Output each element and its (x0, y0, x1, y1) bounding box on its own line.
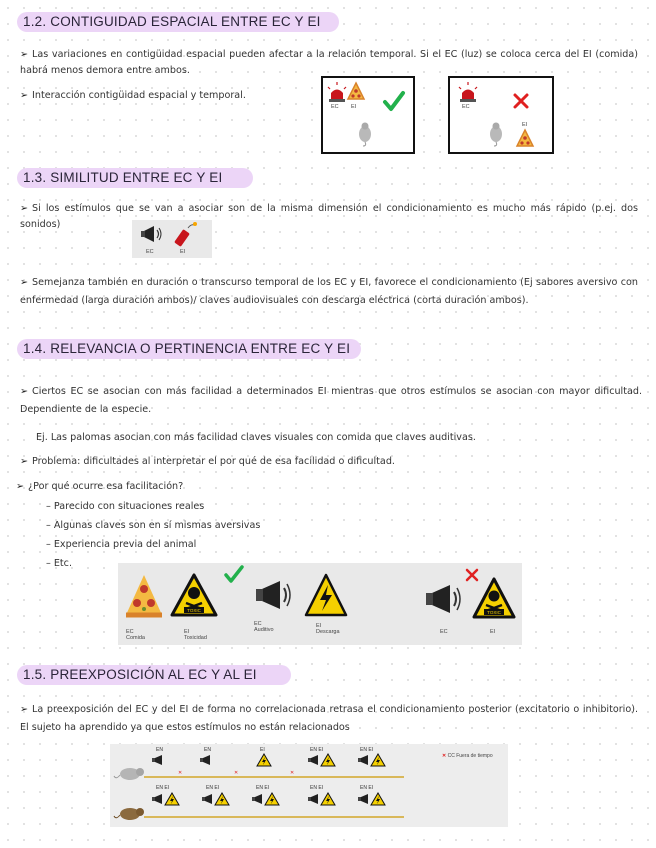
figure-contiguity-far (448, 76, 554, 154)
section-title-1-2: 1.2. CONTIGUIDAD ESPACIAL ENTRE EC Y EI (17, 12, 339, 32)
arrow-bullet-icon: ➢ (20, 90, 29, 101)
rat-icon (357, 122, 373, 144)
megaphone-icon (254, 579, 294, 611)
timeline-line (144, 816, 404, 818)
paragraph-interaction: ➢ Interacción contigüidad espacial y temporal. (20, 90, 246, 101)
ei-toxicidad-label: EI Toxicidad (184, 629, 207, 641)
electric-warning-icon (214, 792, 230, 806)
timeline-line (144, 776, 404, 778)
electric-warning-icon (370, 753, 386, 767)
en-ei-label: EN EI (310, 747, 324, 753)
arrow-bullet-icon: ➢ (20, 386, 29, 397)
en-ei-label: EN EI (360, 785, 374, 791)
arrow-bullet-icon: ➢ (20, 704, 29, 715)
figure-preexposure (110, 744, 508, 827)
electric-warning-icon (164, 792, 180, 806)
paragraph-duration: ➢ Semejanza también en duración o transcurso temporal de los EC y EI, favorece el condicionamiento (Ej sabores aversivo con enfermedad (larga duración ambos)/ claves audiovisuales con descarga eléctrica (corta duración ambos). (20, 277, 638, 306)
check-icon (383, 90, 405, 112)
arrow-bullet-icon: ➢ (16, 481, 25, 492)
reason-item: – Algunas claves son en sí mismas aversivas (46, 520, 261, 531)
cross-icon (512, 92, 530, 110)
pizza-icon (347, 82, 365, 100)
en-ei-label: EN EI (156, 785, 170, 791)
pizza-icon (124, 573, 164, 617)
legend: ✕ CC Fuera de tiempo (442, 753, 493, 759)
toxic-text: TOXIC (487, 610, 501, 615)
en-ei-label: EN EI (310, 785, 324, 791)
cross-icon: ✕ (290, 770, 295, 776)
ec-label: EC (440, 629, 448, 635)
toxic-warning-icon (472, 577, 516, 619)
paragraph-contiguity: ➢ Las variaciones en contigüidad espacial pueden afectar a la relación temporal. Si el EC (luz) se coloca cerca del EI (comida) habrá menos demora entre ambos. (20, 49, 638, 76)
en-ei-label: EN EI (206, 785, 220, 791)
reason-item: – Etc. (46, 558, 73, 569)
figure-relevance (118, 563, 522, 645)
ei-label: EI (351, 104, 357, 110)
alarm-light-icon (328, 84, 346, 102)
ei-label: EI (260, 747, 265, 753)
arrow-bullet-icon: ➢ (20, 49, 29, 60)
ei-descarga-label: EI Descarga (316, 623, 340, 635)
arrow-bullet-icon: ➢ (20, 203, 29, 214)
electric-warning-icon (256, 753, 272, 767)
electric-warning-icon (304, 573, 348, 617)
dynamite-icon (174, 222, 198, 246)
ec-comida-label: EC Comida (126, 629, 145, 641)
figure-contiguity-near (321, 76, 415, 154)
megaphone-icon (424, 583, 464, 615)
electric-warning-icon (370, 792, 386, 806)
megaphone-icon (152, 754, 166, 766)
paragraph-similarity: ➢ Si los estímulos que se van a asociar son de la misma dimensión el condicionamiento es mucho más rápido (p.ej. dos sonidos) (20, 203, 638, 230)
cross-icon: ✕ (178, 770, 183, 776)
ec-label: EC (462, 104, 470, 110)
reason-item: – Parecido con situaciones reales (46, 501, 205, 512)
toxic-warning-icon (170, 573, 218, 617)
check-icon (224, 565, 244, 583)
en-ei-label: EN EI (256, 785, 270, 791)
paragraph-example: Ej. Las palomas asocian con más facilidad claves visuales con comida que claves auditivas. (36, 432, 476, 443)
ec-label: EC (146, 249, 154, 255)
ei-label: EI (490, 629, 496, 635)
en-label: EN (156, 747, 163, 753)
electric-warning-icon (264, 792, 280, 806)
electric-warning-icon (320, 753, 336, 767)
megaphone-icon (140, 225, 162, 243)
paragraph-relevance: ➢ Ciertos EC se asocian con más facilidad a determinados EI mientras que otros estímulos se asocian con mayor dificultad. Dependiente de la especie. (20, 386, 642, 415)
cross-icon: ✕ (234, 770, 239, 776)
rat-icon (488, 122, 504, 144)
paragraph-problem: ➢ Problema: dificultades al interpretar el por qué de esa facilidad o dificultad. (20, 456, 395, 467)
megaphone-icon (200, 754, 214, 766)
ei-label: EI (522, 122, 528, 128)
ei-label: EI (180, 249, 186, 255)
cross-icon: ✕ (442, 753, 447, 759)
section-title-1-3: 1.3. SIMILITUD ENTRE EC Y EI (17, 168, 253, 188)
paragraph-question: ➢ ¿Por qué ocurre esa facilitación? (16, 481, 184, 492)
reason-item: – Experiencia previa del animal (46, 539, 197, 550)
electric-warning-icon (320, 792, 336, 806)
rat-icon (116, 806, 144, 822)
section-title-1-5: 1.5. PREEXPOSICIÓN AL EC Y AL EI (17, 665, 291, 685)
en-label: EN (204, 747, 211, 753)
arrow-bullet-icon: ➢ (20, 456, 29, 467)
rat-icon (116, 766, 144, 782)
section-title-1-4: 1.4. RELEVANCIA O PERTINENCIA ENTRE EC Y EI (17, 339, 361, 359)
arrow-bullet-icon: ➢ (20, 277, 29, 288)
pizza-icon (516, 129, 534, 147)
figure-similarity (132, 220, 212, 258)
ec-label: EC (331, 104, 339, 110)
alarm-light-icon (459, 84, 477, 102)
toxic-text: TOXIC (187, 608, 201, 613)
en-ei-label: EN EI (360, 747, 374, 753)
paragraph-preexposure: ➢ La preexposición del EC y del EI de forma no correlacionada retrasa el condicionamiento posterior (excitatorio o inhibitorio). El sujeto ha aprendido ya que estos estímulos no están relacionados (20, 704, 638, 733)
ec-auditivo-label: EC Auditivo (254, 621, 274, 633)
